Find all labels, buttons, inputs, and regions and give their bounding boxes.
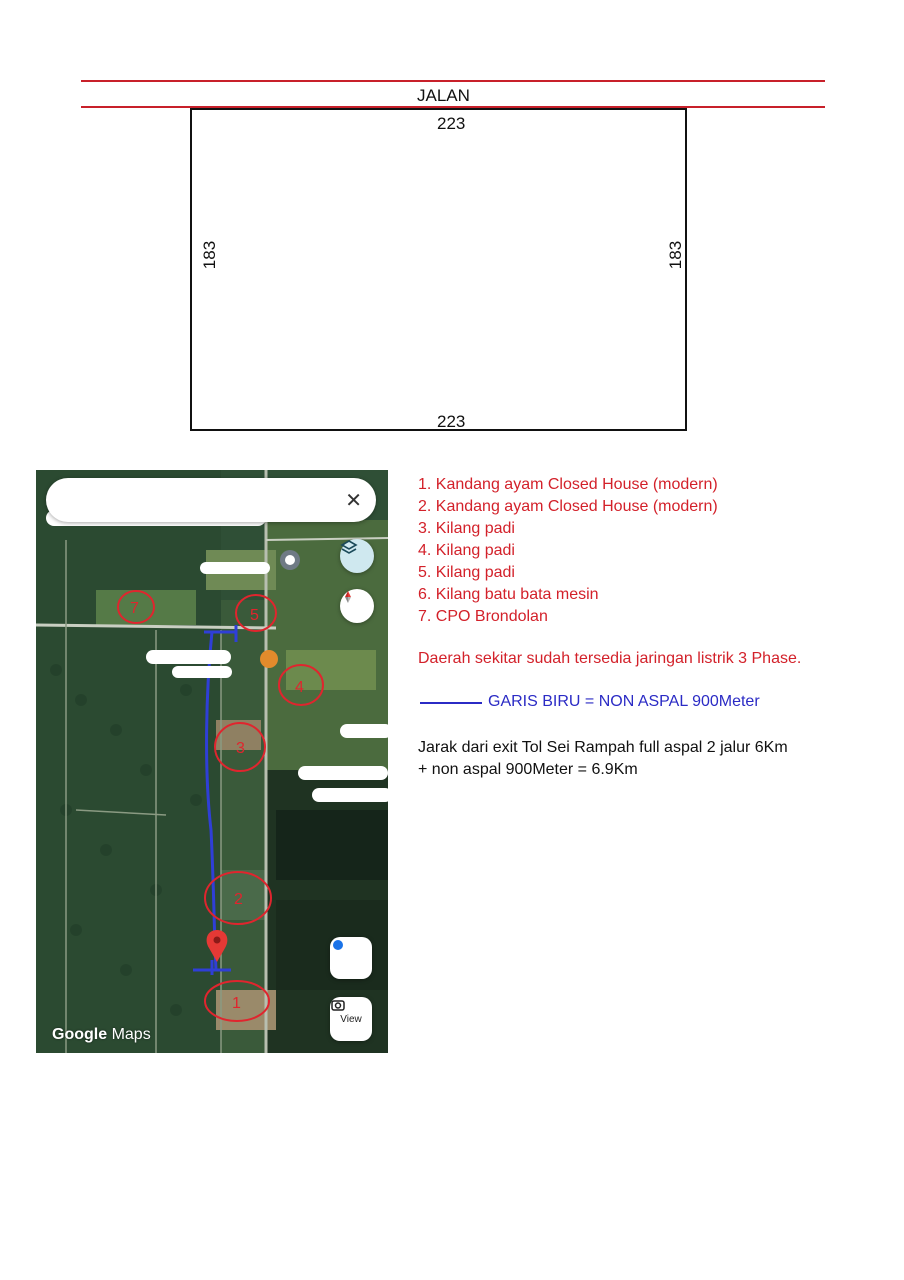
- compass-button[interactable]: [340, 589, 374, 623]
- marker-5: 5: [250, 607, 259, 624]
- road-label: JALAN: [417, 86, 470, 105]
- legend-item: 2. Kandang ayam Closed House (modern): [418, 498, 718, 515]
- google-maps-watermark: Google Maps: [52, 1026, 151, 1043]
- legend-item: 3. Kilang padi: [418, 520, 515, 537]
- facility-legend: [418, 474, 718, 628]
- plot-right-width: 183: [666, 240, 686, 270]
- plot-bottom-length: 223: [437, 412, 466, 431]
- legend-item: 4. Kilang padi: [418, 542, 515, 559]
- view-button[interactable]: [330, 997, 372, 1041]
- search-bar[interactable]: [46, 478, 376, 522]
- marker-4: 4: [295, 679, 304, 696]
- plot-top-length: 223: [437, 114, 466, 133]
- distance-note: [418, 737, 788, 781]
- camera-view-icon: [330, 997, 346, 1013]
- road-line-top: [81, 80, 825, 82]
- my-location-button[interactable]: [330, 937, 372, 979]
- marker-1: 1: [232, 995, 241, 1012]
- compass-icon: [340, 589, 356, 605]
- marker-7: 7: [130, 600, 139, 617]
- legend-item: 5. Kilang padi: [418, 564, 515, 581]
- legend-item: 7. CPO Brondolan: [418, 608, 548, 625]
- blue-line-sample: [420, 702, 482, 704]
- layers-button[interactable]: [340, 539, 374, 573]
- distance-line-1: Jarak dari exit Tol Sei Rampah full aspal 2 jalur 6Km: [418, 739, 788, 756]
- view-label: View: [340, 1013, 362, 1025]
- my-location-icon: [330, 937, 346, 953]
- close-icon[interactable]: ✕: [345, 490, 362, 512]
- legend-item: 1. Kandang ayam Closed House (modern): [418, 476, 718, 493]
- blue-line-note: GARIS BIRU = NON ASPAL 900Meter: [420, 693, 760, 711]
- marker-3: 3: [236, 740, 245, 757]
- distance-line-2: + non aspal 900Meter = 6.9Km: [418, 761, 638, 778]
- marker-2: 2: [234, 891, 243, 908]
- legend-item: 6. Kilang batu bata mesin: [418, 586, 599, 603]
- satellite-map[interactable]: [36, 470, 388, 1053]
- layers-icon: [340, 539, 358, 557]
- land-plot-outline: [190, 108, 687, 431]
- plot-left-width: 183: [200, 240, 220, 270]
- electricity-note: Daerah sekitar sudah tersedia jaringan listrik 3 Phase.: [418, 650, 802, 667]
